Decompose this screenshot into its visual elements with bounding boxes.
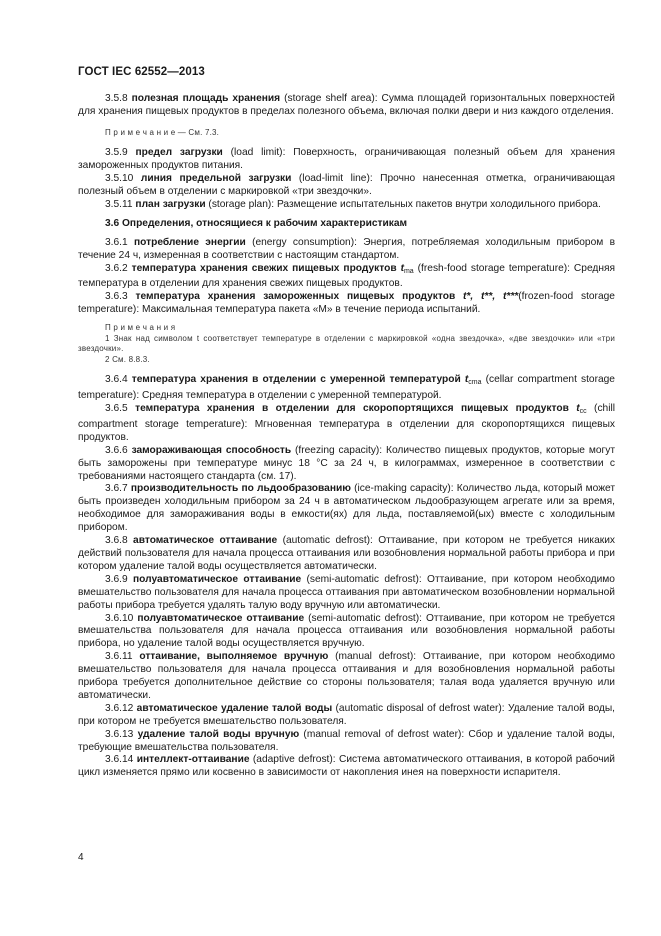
- paragraph-3-6-13: 3.6.13 удаление талой воды вручную (manual removal of defrost water): Сбор и удаление талой воды, требующие вмешательства пользователя.: [78, 728, 615, 753]
- document-body: [78, 93, 615, 780]
- paragraph-3-6-5: 3.6.5 температура хранения в отделении для скоропортящихся пищевых продуктов $t_{cc}$ (chill compartment storage temperature): Мгновенная температура в отделении для скоропортящихся пищевых продуктов.: [78, 403, 615, 443]
- paragraph-3-6-2: 3.6.2 температура хранения свежих пищевых продуктов $t_{ma}$ (fresh-food storage temperature): Средняя температура в отделении для хранения свежих пищевых продуктов.: [78, 262, 615, 290]
- paragraph-3-6-8: 3.6.8 автоматическое оттаивание (automatic defrost): Оттаивание, при котором не требуется никаких действий пользователя для начала процесса оттаивания или возобновления нормальной работы прибора и при котором удаление талой воды осуществляется автоматически.: [78, 535, 615, 572]
- paragraph-3-6-14: 3.6.14 интеллект-оттаивание (adaptive defrost): Система автоматического оттаивания, в которой рабочий цикл изменяется прямо или косвенно в зависимости от накопления инея на поверхности испарителя.: [78, 754, 615, 779]
- paragraph-3-6-10: 3.6.10 полуавтоматическое оттаивание (semi-automatic defrost): Оттаивание, при котором не требуется вмешательства пользователя для начала процесса оттаивания или возобновления нормальной работы прибора, но удаление талой воды осуществляется вручную.: [78, 612, 615, 650]
- notes-title: П р и м е ч а н и я: [105, 323, 176, 333]
- paragraph-3-5-11: 3.5.11 план загрузки (storage plan): Размещение испытательных пакетов внутри холодильного прибора.: [105, 198, 601, 210]
- page-title: ГОСТ IEC 62552—2013: [78, 66, 205, 78]
- paragraph-3-6-12: 3.6.12 автоматическое удаление талой воды (automatic disposal of defrost water): Удаление талой воды, при котором не требуется вмешательство пользователя.: [78, 702, 615, 727]
- note-2: 2 См. 8.8.3.: [105, 354, 150, 364]
- page-number: 4: [78, 852, 84, 863]
- paragraph-3-6-1: 3.6.1 потребление энергии (energy consumption): Энергия, потребляемая холодильным прибором в течение 24 ч, измеренная в соответствии с настоящим стандартом.: [78, 236, 615, 261]
- paragraph-3-6-4: 3.6.4 температура хранения в отделении с умеренной температурой $t_{cma}$ (cellar compartment storage temperature): Средняя температура в отделении с умеренной температурой.: [78, 374, 615, 402]
- note: П р и м е ч а н и е — См. 7.3.: [105, 127, 220, 137]
- note-1: 1 Знак над символом t соответствует температуре в отделении с маркировкой «одна звездочка», «две звездочки» или «три звездочки».: [78, 333, 615, 354]
- paragraph-3-6-3: 3.6.3 температура хранения замороженных пищевых продуктов t*, t**, t***(frozen-food storage temperature): Максимальная температура пакета «М» в течение периода испытаний.: [78, 291, 615, 316]
- section-heading: 3.6 Определения, относящиеся к рабочим характеристикам: [105, 217, 408, 229]
- paragraph-3-6-9: 3.6.9 полуавтоматическое оттаивание (semi-automatic defrost): Оттаивание, при котором необходимо вмешательство пользователя для начала процесса оттаивания при автоматическом возобновлении нормальной работы прибора требуется удалять талую воду вручную или автоматически.: [78, 573, 615, 611]
- paragraph-3-6-7: 3.6.7 производительность по льдообразованию (ice-making capacity): Количество льда, который может быть произведен холодильным прибором за 24 ч в автоматическом льдообразующем агрегате или за время, необходимое для замораживания воды в емкости(ях) для льда, поставляемой(ых) вместе с холодильным прибором.: [78, 483, 615, 534]
- paragraph-3-5-10: 3.5.10 линия предельной загрузки (load-limit line): Прочно нанесенная отметка, ограничивающая полезный объем в отделении с маркировкой «три звездочки».: [78, 173, 615, 198]
- paragraph-3-5-9: 3.5.9 предел загрузки (load limit): Поверхность, ограничивающая полезный объем для хранения замороженных продуктов питания.: [78, 147, 615, 172]
- paragraph-3-6-11: 3.6.11 оттаивание, выполняемое вручную (manual defrost): Оттаивание, при котором необходимо вмешательство пользователя для начала процесса оттаивания и для возобновления нормальной работы прибора требуется дополнительное действие со стороны пользователя; талая вода удаляется вручную или автоматически.: [78, 651, 615, 701]
- paragraph-3-5-8: 3.5.8 полезная площадь хранения (storage shelf area): Сумма площадей горизонтальных поверхностей для хранения пищевых продуктов в пределах полезного объема, включая полки двери и низ каждого отделения.: [78, 93, 615, 117]
- paragraph-3-6-6: 3.6.6 замораживающая способность (freezing capacity): Количество пищевых продуктов, которые могут быть заморожены при температуре минус 18 °С за 24 ч, в килограммах, измеренное в соответствии с требованиями настоящего стандарта (см. 17).: [78, 444, 615, 482]
